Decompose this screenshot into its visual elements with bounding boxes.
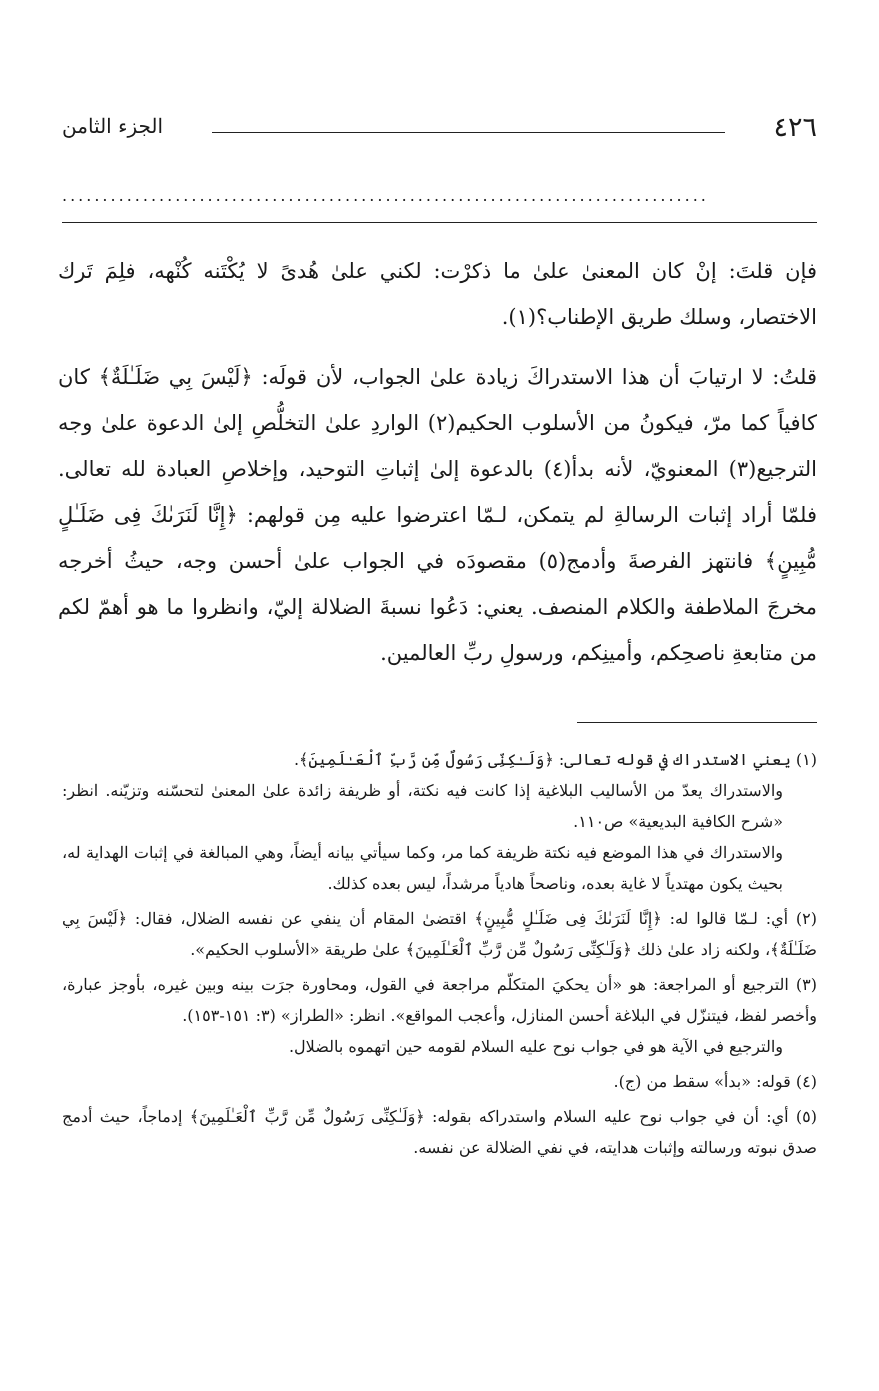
paragraph-answer: قلتُ: لا ارتيابَ أن هذا الاستدراكَ زيادة علىٰ الجواب، لأن قولَه: ﴿لَيْسَ بِي ضَلَـٰلَةٌ﴾ كان كافياً كما مرّ، فيكونُ من الأسلوب الحكيم(٢) الواردِ علىٰ التخلُّصِ إلىٰ الدعوة علىٰ وجه الترجيع(٣) المعنويّ، لأنه بدأ(٤) بالدعوة إلىٰ إثباتِ التوحيد، وإخلاصِ العبادة لله تعالى. فلمّا أراد إثبات الرسالةِ لم يتمكن، لـمّا اعترضوا عليه مِن قولهم: ﴿إِنَّا لَنَرَىٰكَ فِى ضَلَـٰلٍ مُّبِينٍ﴾ فانتهز الفرصةَ وأدمج(٥) مقصودَه في الجواب علىٰ أحسن وجه، حيثُ أخرجه مخرجَ الملاطفة والكلام المنصف. يعني: دَعُوا نسبةَ الضلالة إليّ، وانظروا ما هو أهمّ لكم من متابعةِ ناصحِكم، وأمينِكم، ورسولِ ربِّ العالمين.	[58, 365, 817, 665]
page-header	[62, 112, 817, 152]
footnote-1: (١) يعني الاستدراك في قوله تعالى: ﴿وَلَـٰكِنِّى رَسُولٌ مِّن رَّبِّ ٱلْعَـٰلَمِينَ﴾.	[293, 750, 817, 769]
footnote-3: (٣) الترجيع أو المراجعة: هو «أن يحكيَ المتكلّم مراجعة في القول، ومحاورة جرَت بينه وبين غيره، بأوجز عبارة، وأخصر لفظ، فيتنزّل في البلاغة أحسن المنازل، وأعجب المواقع». انظر: «الطراز» (٣: ١٥١-١٥٣).	[62, 975, 817, 1025]
header-rule	[212, 132, 725, 133]
footnote-rule	[577, 722, 817, 723]
volume-title: الجزء الثامن	[62, 114, 164, 138]
footnote-1-cont-b: والاستدراك في هذا الموضع فيه نكتة ظريفة كما مر، وكما سيأتي بيانه أيضاً، وهي المبالغة في إثبات الهداية له، بحيث يكون مهتدياً لا غاية بعده، وناصحاً هادياً مرشداً، ليس بعده كذلك.	[62, 843, 783, 893]
footnotes	[62, 744, 817, 1163]
paragraph-question: فإن قلتَ: إنْ كان المعنىٰ علىٰ ما ذكرْت: لكني علىٰ هُدىً لا يُكْتَنه كُنْهه، فلِمَ تَرك الاختصار، وسلك طريق الإطناب؟(١).	[58, 259, 817, 329]
footnote-2: (٢) أي: لـمّا قالوا له: ﴿إِنَّا لَنَرَىٰكَ فِى ضَلَـٰلٍ مُّبِينٍ﴾ اقتضىٰ المقام أن ينفي عن نفسه الضلال، فقال: ﴿لَيْسَ بِي ضَلَـٰلَةٌ﴾، ولكنه زاد علىٰ ذلك ﴿وَلَـٰكِنِّى رَسُولٌ مِّن رَّبِّ ٱلْعَـٰلَمِينَ﴾ علىٰ طريقة «الأسلوب الحكيم».	[62, 909, 817, 959]
footnote-1-cont-a: والاستدراك يعدّ من الأساليب البلاغية إذا كانت فيه نكتة، أو ظريفة زائدة علىٰ المعنىٰ لتحسّنه وتزيّنه. انظر: «شرح الكافية البديعية» ص١١٠.	[62, 781, 783, 831]
footnote-4: (٤) قوله: «بدأ» سقط من (ج).	[613, 1072, 817, 1091]
top-rule	[62, 222, 817, 223]
page-number: ٤٢٦	[773, 112, 817, 143]
footnote-5: (٥) أي: أن في جواب نوح عليه السلام واستدراكه بقوله: ﴿وَلَـٰكِنِّى رَسُولٌ مِّن رَّبِّ ٱلْعَـٰلَمِينَ﴾ إدماجاً، حيث أدمج صدق نبوته ورسالته وإثبات هدايته، في نفي الضلالة عن نفسه.	[62, 1107, 818, 1157]
main-text	[58, 248, 817, 676]
footnote-3-cont: والترجيع في الآية هو في جواب نوح عليه السلام لقومه حين اتهموه بالضلال.	[288, 1037, 783, 1056]
dotted-separator: ................................................................................	[62, 186, 709, 205]
